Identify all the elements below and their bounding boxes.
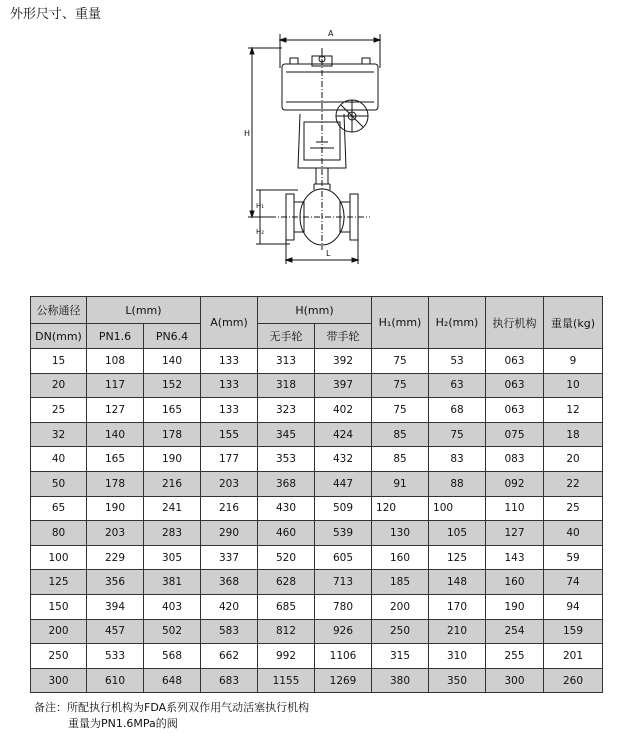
cell-act: 075 xyxy=(486,422,544,447)
cell-dn: 25 xyxy=(31,398,87,423)
cell-h1: 120 xyxy=(372,496,429,521)
cell-h2: 105 xyxy=(429,521,486,546)
cell-h2: 53 xyxy=(429,349,486,374)
cell-a: 337 xyxy=(201,545,258,570)
cell-pn16: 356 xyxy=(87,570,144,595)
table-row xyxy=(31,570,603,595)
cell-pn64: 165 xyxy=(144,398,201,423)
header-dn-top: 公称通径 xyxy=(31,297,87,324)
cell-act: 063 xyxy=(486,373,544,398)
cell-wt: 94 xyxy=(544,594,603,619)
header-h-with-handwheel: 带手轮 xyxy=(315,324,372,349)
cell-wt: 10 xyxy=(544,373,603,398)
table-body xyxy=(31,349,603,693)
cell-a: 216 xyxy=(201,496,258,521)
cell-wt: 18 xyxy=(544,422,603,447)
header-l-pn16: PN1.6 xyxy=(87,324,144,349)
cell-pn64: 568 xyxy=(144,644,201,669)
header-l-pn64: PN6.4 xyxy=(144,324,201,349)
cell-pn16: 178 xyxy=(87,471,144,496)
cell-a: 420 xyxy=(201,594,258,619)
header-l: L(mm) xyxy=(87,297,201,324)
cell-h1: 130 xyxy=(372,521,429,546)
table-row xyxy=(31,644,603,669)
cell-wt: 201 xyxy=(544,644,603,669)
cell-dn: 125 xyxy=(31,570,87,595)
cell-h_no: 520 xyxy=(258,545,315,570)
notes xyxy=(34,700,309,732)
dim-h1-label: H₁ xyxy=(256,202,265,210)
cell-h_no: 685 xyxy=(258,594,315,619)
cell-pn16: 117 xyxy=(87,373,144,398)
table-row xyxy=(31,619,603,644)
table-row xyxy=(31,447,603,472)
header-a: A(mm) xyxy=(201,297,258,349)
cell-act: 063 xyxy=(486,349,544,374)
cell-h2: 170 xyxy=(429,594,486,619)
cell-act: 110 xyxy=(486,496,544,521)
cell-pn16: 229 xyxy=(87,545,144,570)
cell-a: 290 xyxy=(201,521,258,546)
cell-wt: 74 xyxy=(544,570,603,595)
cell-a: 177 xyxy=(201,447,258,472)
cell-h_no: 313 xyxy=(258,349,315,374)
header-h1: H₁(mm) xyxy=(372,297,429,349)
cell-pn64: 216 xyxy=(144,471,201,496)
cell-pn16: 533 xyxy=(87,644,144,669)
cell-pn64: 140 xyxy=(144,349,201,374)
cell-pn64: 381 xyxy=(144,570,201,595)
dim-l-label: L xyxy=(326,249,331,258)
table-row xyxy=(31,668,603,693)
cell-a: 133 xyxy=(201,373,258,398)
cell-dn: 150 xyxy=(31,594,87,619)
cell-a: 662 xyxy=(201,644,258,669)
table-row xyxy=(31,496,603,521)
cell-dn: 100 xyxy=(31,545,87,570)
cell-h1: 380 xyxy=(372,668,429,693)
cell-h_with: 397 xyxy=(315,373,372,398)
cell-pn64: 648 xyxy=(144,668,201,693)
note-line-1: 备注：所配执行机构为FDA系列双作用气动活塞执行机构 xyxy=(34,701,310,714)
cell-h_no: 353 xyxy=(258,447,315,472)
page-title: 外形尺寸、重量 xyxy=(10,7,102,22)
cell-h2: 210 xyxy=(429,619,486,644)
cell-pn64: 190 xyxy=(144,447,201,472)
dim-a-label: A xyxy=(328,29,334,38)
cell-h2: 125 xyxy=(429,545,486,570)
cell-wt: 260 xyxy=(544,668,603,693)
cell-pn64: 403 xyxy=(144,594,201,619)
cell-h2: 148 xyxy=(429,570,486,595)
table-row xyxy=(31,521,603,546)
note-line-2: 重量为PN1.6MPa的阀 xyxy=(68,717,178,730)
cell-pn64: 152 xyxy=(144,373,201,398)
cell-h_no: 323 xyxy=(258,398,315,423)
cell-h_no: 812 xyxy=(258,619,315,644)
cell-h2: 68 xyxy=(429,398,486,423)
cell-h1: 75 xyxy=(372,398,429,423)
cell-h2: 310 xyxy=(429,644,486,669)
cell-dn: 80 xyxy=(31,521,87,546)
table-row xyxy=(31,422,603,447)
cell-h_no: 992 xyxy=(258,644,315,669)
cell-pn16: 165 xyxy=(87,447,144,472)
cell-h_no: 345 xyxy=(258,422,315,447)
cell-pn64: 305 xyxy=(144,545,201,570)
cell-wt: 25 xyxy=(544,496,603,521)
cell-pn64: 241 xyxy=(144,496,201,521)
cell-a: 133 xyxy=(201,398,258,423)
cell-pn16: 610 xyxy=(87,668,144,693)
table-row xyxy=(31,594,603,619)
cell-h1: 315 xyxy=(372,644,429,669)
dim-h-label: H xyxy=(244,129,251,138)
cell-h_with: 392 xyxy=(315,349,372,374)
table-row xyxy=(31,545,603,570)
dimension-weight-table xyxy=(30,296,603,693)
cell-wt: 59 xyxy=(544,545,603,570)
cell-h_with: 605 xyxy=(315,545,372,570)
cell-pn16: 203 xyxy=(87,521,144,546)
cell-wt: 40 xyxy=(544,521,603,546)
cell-wt: 20 xyxy=(544,447,603,472)
cell-wt: 22 xyxy=(544,471,603,496)
cell-h1: 85 xyxy=(372,422,429,447)
cell-wt: 12 xyxy=(544,398,603,423)
cell-h2: 75 xyxy=(429,422,486,447)
cell-h2: 83 xyxy=(429,447,486,472)
cell-dn: 32 xyxy=(31,422,87,447)
cell-h2: 100 xyxy=(429,496,486,521)
cell-h1: 160 xyxy=(372,545,429,570)
cell-dn: 300 xyxy=(31,668,87,693)
cell-a: 368 xyxy=(201,570,258,595)
cell-h_no: 460 xyxy=(258,521,315,546)
cell-wt: 159 xyxy=(544,619,603,644)
cell-dn: 65 xyxy=(31,496,87,521)
cell-h1: 250 xyxy=(372,619,429,644)
cell-h2: 63 xyxy=(429,373,486,398)
cell-act: 254 xyxy=(486,619,544,644)
cell-dn: 250 xyxy=(31,644,87,669)
cell-wt: 9 xyxy=(544,349,603,374)
cell-h_with: 447 xyxy=(315,471,372,496)
cell-act: 190 xyxy=(486,594,544,619)
cell-pn64: 502 xyxy=(144,619,201,644)
cell-pn16: 457 xyxy=(87,619,144,644)
cell-h_with: 713 xyxy=(315,570,372,595)
cell-pn16: 108 xyxy=(87,349,144,374)
cell-h_no: 318 xyxy=(258,373,315,398)
cell-a: 583 xyxy=(201,619,258,644)
cell-act: 160 xyxy=(486,570,544,595)
header-dn-bottom: DN(mm) xyxy=(31,324,87,349)
header-weight: 重量(kg) xyxy=(544,297,603,349)
cell-dn: 200 xyxy=(31,619,87,644)
cell-h_no: 368 xyxy=(258,471,315,496)
cell-pn16: 394 xyxy=(87,594,144,619)
header-h2: H₂(mm) xyxy=(429,297,486,349)
cell-pn16: 140 xyxy=(87,422,144,447)
dim-h2-label: H₂ xyxy=(256,228,265,236)
cell-h_with: 926 xyxy=(315,619,372,644)
cell-act: 143 xyxy=(486,545,544,570)
cell-h1: 75 xyxy=(372,373,429,398)
cell-h_with: 1269 xyxy=(315,668,372,693)
header-h: H(mm) xyxy=(258,297,372,324)
valve-dimension-drawing xyxy=(230,18,400,268)
cell-dn: 15 xyxy=(31,349,87,374)
table-row xyxy=(31,398,603,423)
header-actuator: 执行机构 xyxy=(486,297,544,349)
cell-dn: 40 xyxy=(31,447,87,472)
cell-h_with: 780 xyxy=(315,594,372,619)
header-h-no-handwheel: 无手轮 xyxy=(258,324,315,349)
cell-h_with: 539 xyxy=(315,521,372,546)
table-row xyxy=(31,373,603,398)
cell-h_with: 402 xyxy=(315,398,372,423)
cell-a: 155 xyxy=(201,422,258,447)
cell-h2: 350 xyxy=(429,668,486,693)
cell-act: 300 xyxy=(486,668,544,693)
cell-h1: 200 xyxy=(372,594,429,619)
cell-a: 203 xyxy=(201,471,258,496)
cell-pn64: 178 xyxy=(144,422,201,447)
cell-a: 133 xyxy=(201,349,258,374)
cell-h_no: 1155 xyxy=(258,668,315,693)
cell-a: 683 xyxy=(201,668,258,693)
cell-h1: 85 xyxy=(372,447,429,472)
cell-h_no: 430 xyxy=(258,496,315,521)
cell-h_with: 1106 xyxy=(315,644,372,669)
cell-pn64: 283 xyxy=(144,521,201,546)
cell-act: 092 xyxy=(486,471,544,496)
cell-h2: 88 xyxy=(429,471,486,496)
cell-act: 083 xyxy=(486,447,544,472)
cell-dn: 20 xyxy=(31,373,87,398)
table-row xyxy=(31,349,603,374)
cell-act: 127 xyxy=(486,521,544,546)
cell-h_no: 628 xyxy=(258,570,315,595)
cell-h1: 75 xyxy=(372,349,429,374)
cell-dn: 50 xyxy=(31,471,87,496)
cell-act: 063 xyxy=(486,398,544,423)
cell-h_with: 432 xyxy=(315,447,372,472)
cell-h_with: 509 xyxy=(315,496,372,521)
cell-pn16: 190 xyxy=(87,496,144,521)
cell-act: 255 xyxy=(486,644,544,669)
cell-h_with: 424 xyxy=(315,422,372,447)
cell-h1: 185 xyxy=(372,570,429,595)
table-row xyxy=(31,471,603,496)
cell-pn16: 127 xyxy=(87,398,144,423)
cell-h1: 91 xyxy=(372,471,429,496)
